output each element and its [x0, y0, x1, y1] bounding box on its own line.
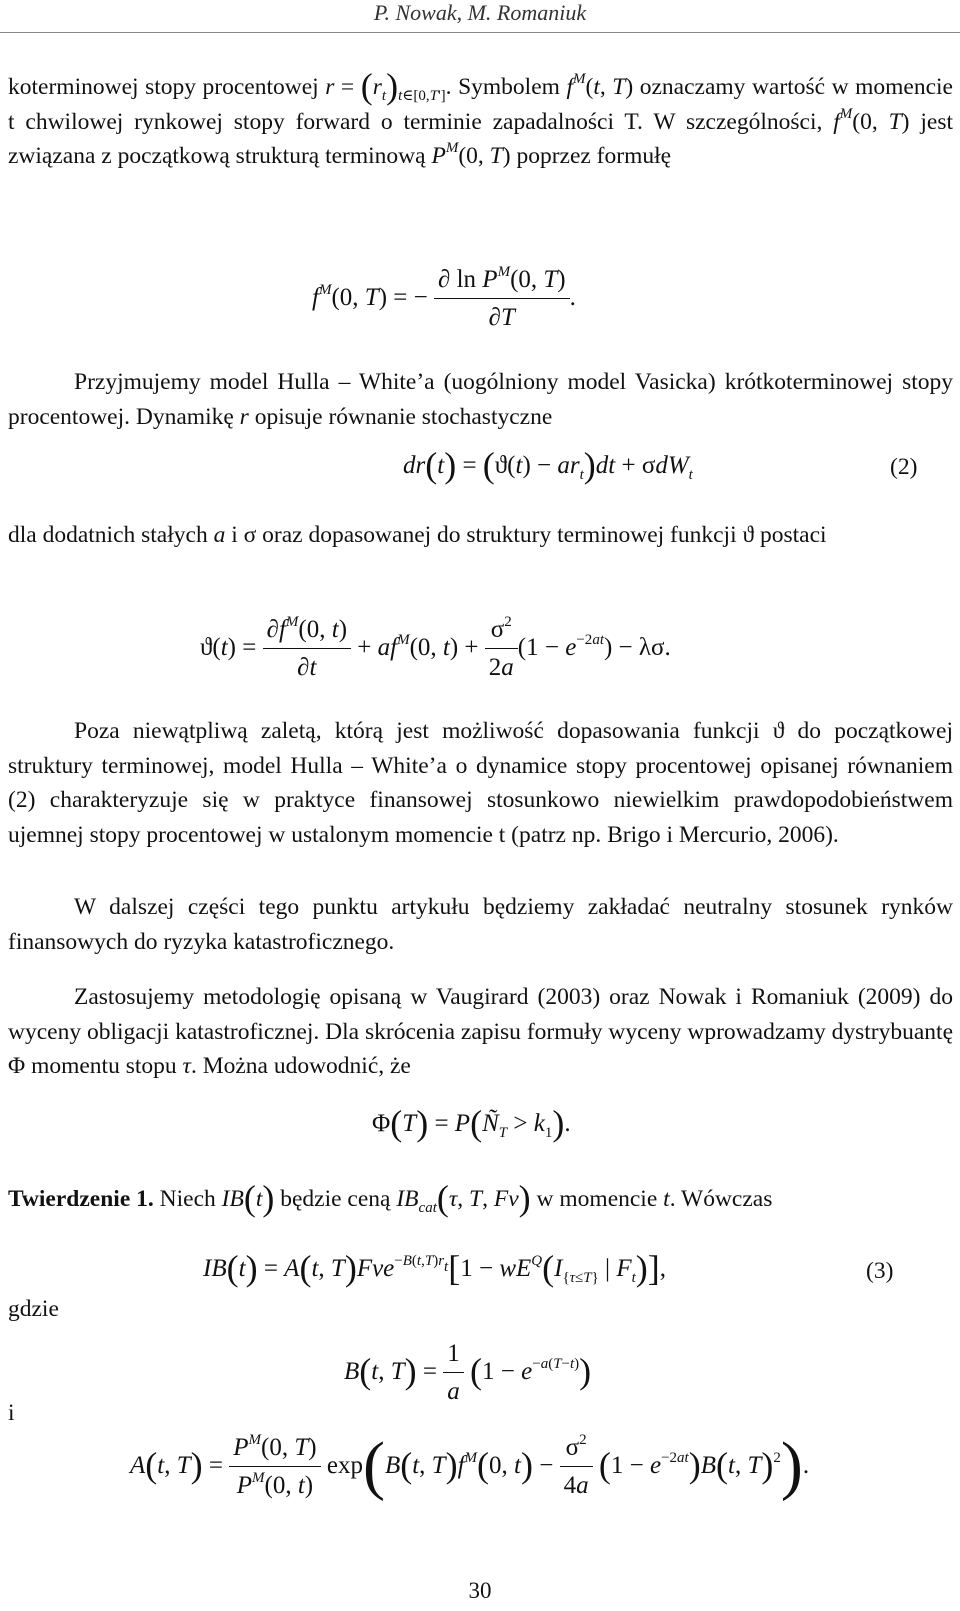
paragraph-3: dla dodatnich stałych a i σ oraz dopasowanej do struktury terminowej funkcji ϑ postaci [8, 522, 827, 548]
p2-text-b: opisuje równanie stochastyczne [254, 403, 553, 430]
equation-phi: $\Phi(T) = P(Ñ_T > k_1)$. [372, 1103, 571, 1143]
theorem-label: Twierdzenie 1. [8, 1186, 154, 1212]
label-gdzie: gdzie [8, 1296, 59, 1322]
equation-2: $dr(t) = (ϑ(t) - ar_t)dt + \sigma dW_t$ [403, 445, 693, 485]
p6-text-b: momentu stopu [31, 1053, 177, 1079]
p2-text-a: Przyjmujemy model Hulla – White’a (uogólniony model Vasicka) krótkoterminowej stopy procentowej. Dynamikę [8, 369, 953, 430]
p3-text-d: postaci [760, 522, 827, 548]
p3-text-c: oraz dopasowanej do struktury terminowej funkcji [262, 522, 737, 548]
paragraph-6: Zastosujemy metodologię opisaną w Vaugirard (2003) oraz Nowak i Romaniuk (2009) do wyceny obligacji katastroficznej. Dla skrócenia zapisu formuły wyceny wprowadzamy dystrybuantę Φ momentu stopu τ. Można udowodnić, że [8, 984, 953, 1079]
theorem-text-b: będzie ceną [280, 1186, 391, 1212]
p3-text-a: dla dodatnich stałych [8, 522, 208, 548]
equation-3: IB(t) = A(t, $T)Fve^{-B(t,T)r_t}[1 - wE^Q(I_{\{\tau\le T\}}$ | $F_t$)], [203, 1248, 666, 1288]
label-i: i [8, 1400, 15, 1426]
theorem-1: Twierdzenie 1. Niech IB(t) będzie ceną $IB_{cat}(\tau$, T, Fv) w momencie t. Wówczas [8, 1178, 773, 1218]
p1-text-a: koterminowej stopy procentowej [8, 74, 319, 100]
paragraph-2: Przyjmujemy model Hulla – White’a (uogólniony model Vasicka) krótkoterminowej stopy procentowej. Dynamikę r opisuje równanie stochastyczne [8, 369, 953, 430]
p1-text-d: jest związana z początkową strukturą terminową [8, 108, 954, 169]
page-number: 30 [468, 1578, 492, 1603]
p3-text-b: i [231, 522, 238, 548]
theorem-text-d: Wówczas [681, 1186, 773, 1212]
p6-text-a: Zastosujemy metodologię opisaną w Vaugirard (2003) oraz Nowak i Romaniuk (2009) do wyceny obligacji katastroficznej. Dla skrócenia zapisu formuły wyceny wprowadzamy dystrybuantę [8, 984, 953, 1045]
paragraph-5 [8, 890, 953, 959]
paragraph-4: Poza niewątpliwą zaletą, którą jest możliwość dopasowania funkcji ϑ do początkowej struktury terminowej, model Hulla – White’a o dynamice stopy procentowej opisanej równaniem (2) charakteryzuje się w praktyce finansowej stosunkowo niewielkim prawdopodobieństwem ujemnej stopy procentowej w ustalonym momencie t (patrz np. Brigo i Mercurio, 2006). [8, 718, 953, 848]
theorem-text-a: Niech [159, 1186, 216, 1212]
p1-text-c: oznaczamy wartość w momencie t chwilowej rynkowej stopy forward o terminie zapadalności T. W szczególności, [8, 74, 953, 135]
math-PM-0T: $P^M(0$, T) [431, 140, 511, 169]
p4-text-a: Poza niewątpliwą zaletą, którą jest możliwość dopasowania funkcji [74, 718, 760, 744]
equation-forward-rate: $f^M(0$, T) = − $\frac{\partial \ln P^M(0, T)}{\partial T}$ . [312, 264, 576, 331]
paragraph-1 [8, 66, 954, 174]
equation-2-number: (2) [890, 454, 918, 480]
p5-text: W dalszej części tego punktu artykułu będziemy zakładać neutralny stosunek rynków finansowych do ryzyka katastroficznego. [8, 894, 953, 955]
math-fM-0T: $f^M(0$, T) [833, 105, 910, 135]
math-fM-tT: $f^M(t$, T) [566, 71, 634, 100]
p6-text-c: Można udowodnić, że [202, 1053, 411, 1079]
math-r-def: $r = (r_t)_{t\in[0,T']}$ [325, 66, 446, 106]
equation-A: A(t, T) = $\frac{P^M(0, T)}{P^M(0, t)}$ exp(B(t, $T)f^M(0$, t) − $\frac{\sigma^2}{4a}$ $(1 - e^{-2at})B(t$, T)$^2$). [130, 1429, 810, 1503]
equation-theta: ϑ(t) = $\frac{\partial f^M(0, t)}{\partial t}$ + $af^M(0$, t) + $\frac{\sigma^2}{2a}$ $(1 - e^{-2at}) - \lambda\sigma$. [200, 614, 671, 681]
header-rule [0, 32, 960, 33]
p4-text-b: do początkowej struktury terminowej, model Hulla – White’a o dynamice stopy procentowej opisanej równaniem (2) charakteryzuje się w praktyce finansowej stosunkowo niewielkim prawdopodobieństwem ujemnej stopy procentowej w ustalonym momencie t (patrz np. Brigo i Mercurio, 2006). [8, 718, 953, 848]
p1-text-b: . Symbolem [445, 74, 560, 100]
running-head: P. Nowak, M. Romaniuk [373, 0, 587, 25]
equation-B: B(t, T) = $\frac{1}{a}$ $(1 - e^{-a(T-t)})$ [344, 1336, 591, 1411]
p1-text-e: poprzez formułę [516, 143, 672, 169]
equation-3-number: (3) [866, 1258, 894, 1284]
theorem-text-c: w momencie [536, 1186, 658, 1212]
